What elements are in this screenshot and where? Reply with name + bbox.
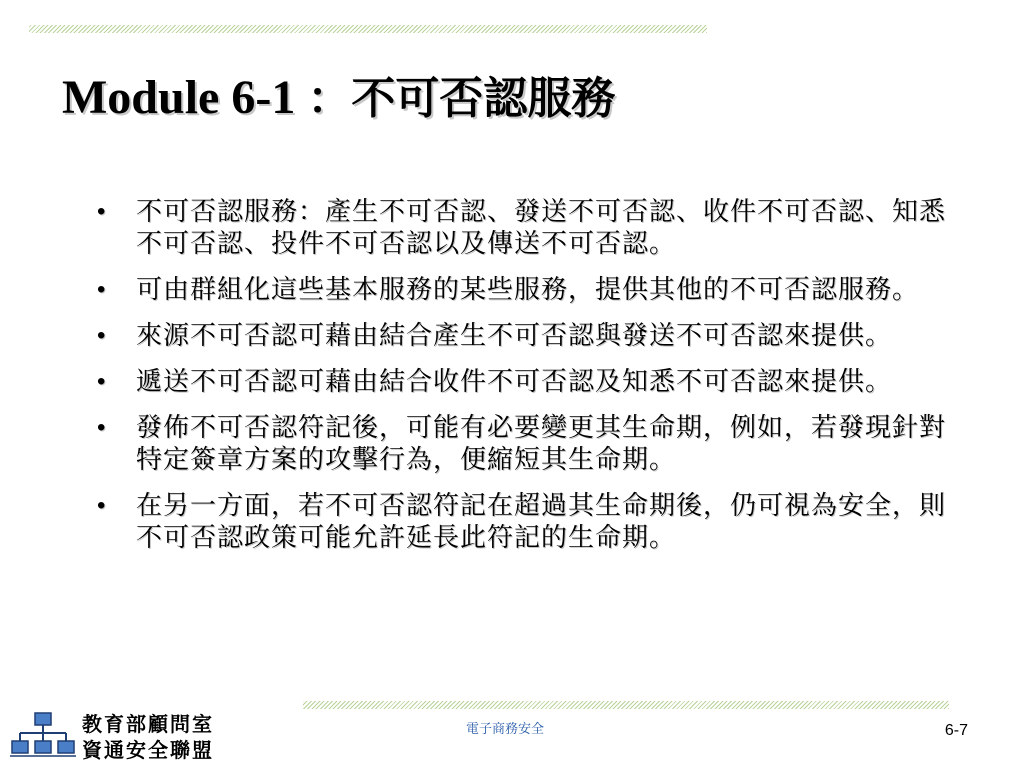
organization-subtitle: 資通安全聯盟 <box>82 738 214 762</box>
bullet-item <box>95 274 957 306</box>
bullet-list <box>95 196 957 568</box>
network-tree-icon <box>10 711 76 757</box>
organization-name: 教育部顧問室 <box>82 712 214 736</box>
bullet-item <box>95 366 957 398</box>
bullet-dot-icon: • <box>97 276 107 303</box>
top-decorative-stripe <box>29 25 707 33</box>
bullet-item <box>95 320 957 352</box>
bullet-item <box>95 490 957 554</box>
page-number: 6-7 <box>944 722 968 739</box>
bullet-dot-icon: • <box>97 198 107 225</box>
bullet-dot-icon: • <box>97 492 107 519</box>
bullet-text: 可由群組化這些基本服務的某些服務，提供其他的不可否認服務。 <box>136 275 920 305</box>
bullet-dot-icon: • <box>97 414 107 441</box>
footer-course-title: 電子商務安全 <box>465 722 544 737</box>
bullet-text: 在另一方面，若不可否認符記在超過其生命期後，仍可視為安全，則不可否認政策可能允許延長此符記的生命期。 <box>136 491 947 553</box>
slide-title <box>62 70 615 127</box>
slide-title-latin: Module 6-1 <box>62 71 308 124</box>
bullet-text: 不可否認服務：產生不可否認、發送不可否認、收件不可否認、知悉不可否認、投件不可否認以及傳送不可否認。 <box>136 197 947 259</box>
bullet-text: 來源不可否認可藉由結合產生不可否認與發送不可否認來提供。 <box>136 321 893 351</box>
bullet-text: 發佈不可否認符記後，可能有必要變更其生命期，例如，若發現針對特定簽章方案的攻擊行為，便縮短其生命期。 <box>136 413 947 475</box>
bullet-dot-icon: • <box>97 368 107 395</box>
bottom-decorative-stripe <box>303 701 949 709</box>
bullet-dot-icon: • <box>97 322 107 349</box>
slide-title-cjk: ：不可否認服務 <box>307 73 616 124</box>
bullet-item <box>95 196 957 260</box>
bullet-item <box>95 412 957 476</box>
bullet-text: 遞送不可否認可藉由結合收件不可否認及知悉不可否認來提供。 <box>136 367 893 397</box>
